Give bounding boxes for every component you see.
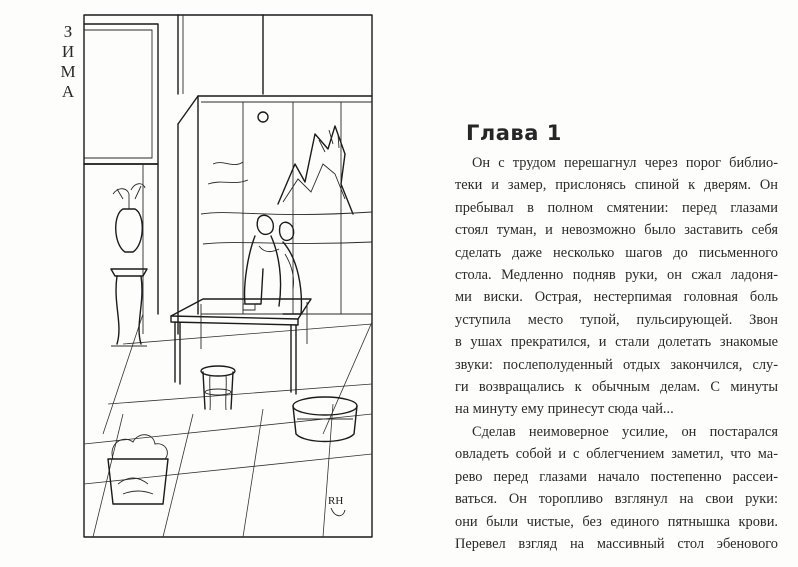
text-line: стола. Медленно подняв руки, он сжал ладоня-	[455, 267, 778, 284]
paragraph	[455, 421, 778, 555]
text-line: они были чистые, без единого пятнышка крови.	[455, 513, 778, 530]
season-letter: И	[61, 42, 75, 61]
text-line: сделать даже несколько шагов до письменного	[455, 244, 778, 261]
text-line: ги возвращались к обычным делам. С минуты	[455, 379, 778, 396]
text-line: стоял туман, и невозможно было заставить себя	[455, 222, 778, 239]
stool	[201, 366, 235, 410]
running-head-season	[55, 22, 81, 102]
text-line: в ушах прекратился, и стали долетать знакомые	[455, 334, 778, 351]
flower-planter	[108, 435, 168, 504]
season-letter: М	[60, 62, 76, 81]
chapter-body	[455, 152, 778, 555]
text-line: овладеть собой и с облегчением заметил, что ма-	[455, 446, 778, 463]
text-line: ваться. Он торопливо взглянул на свои руки:	[455, 491, 778, 508]
season-letter: А	[61, 82, 75, 101]
ink-illustration	[83, 14, 373, 539]
text-line: Сделав неимоверное усилие, он постарался	[472, 423, 778, 440]
text-line: теки и замер, прислонясь спиной к дверям. Он	[455, 177, 778, 194]
season-letter: З	[63, 22, 73, 41]
text-line: ми виски. Острая, нестерпимая головная боль	[455, 289, 778, 306]
text-line: на минуту ему принесут сюда чай...	[455, 401, 674, 418]
basin	[293, 397, 357, 442]
artist-monogram: RH	[328, 495, 344, 507]
vase-stand	[111, 184, 147, 346]
paragraph	[455, 152, 778, 421]
text-line: Перевел взгляд на массивный стол эбенового	[455, 535, 778, 552]
text-line: звуки: послеполуденный отдых закончился, слу-	[455, 356, 778, 373]
text-line: пребывал в полном смятении: перед глазами	[455, 199, 778, 216]
text-line: Он с трудом перешагнул через порог библио-	[472, 155, 778, 171]
text-line: уступила место тупой, пульсирующей. Звон	[455, 311, 778, 328]
table	[171, 299, 311, 394]
text-line: рево перед глазами начало постепенно рассеи-	[455, 468, 778, 485]
window-frames	[84, 15, 263, 334]
chapter-title: Глава 1	[466, 121, 562, 145]
